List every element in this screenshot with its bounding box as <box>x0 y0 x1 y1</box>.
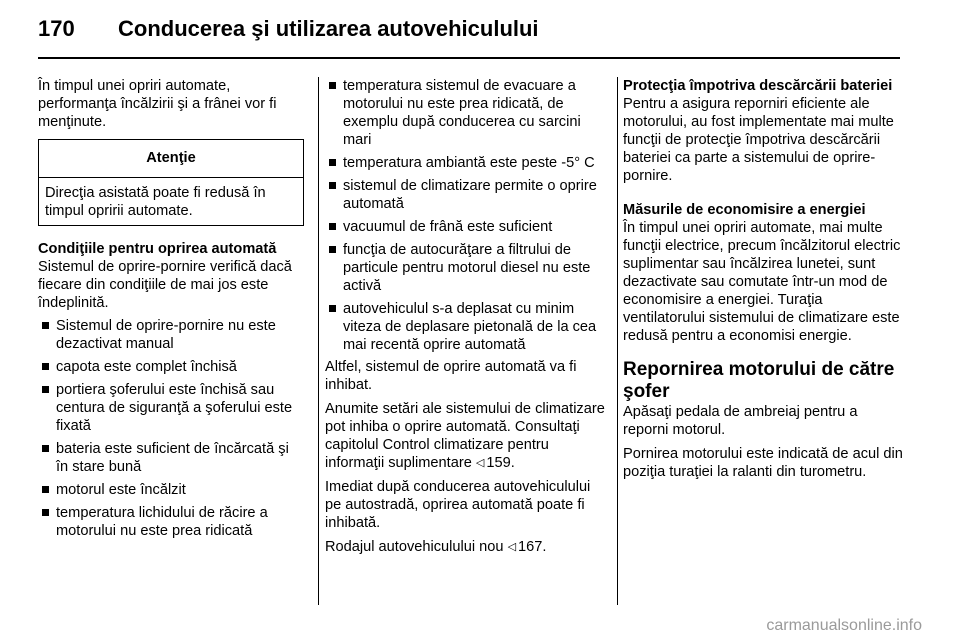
bullet-icon <box>329 305 336 312</box>
page-header <box>38 16 539 42</box>
bullet-icon <box>329 223 336 230</box>
battery-heading: Protecţia împotriva descărcării bateriei <box>623 78 893 94</box>
list-item: capota este complet închisă <box>38 358 304 376</box>
page-reference-arrow-icon: ◁ <box>507 541 517 553</box>
conditions-list-continued <box>325 77 607 354</box>
energy-heading: Măsurile de economisire a energiei <box>623 202 866 218</box>
bullet-icon <box>329 159 336 166</box>
climate-paragraph: Anumite setări ale sistemului de climatizare pot inhiba o oprire automată. Consultaţi capitolul Control climatizare pentru informaţii suplimentare ◁ 159. <box>325 401 605 471</box>
page-reference-arrow-icon: ◁ <box>475 457 485 469</box>
column-divider <box>617 77 618 605</box>
bullet-icon <box>42 386 49 393</box>
list-item: temperatura lichidului de răcire a motorului nu este prea ridicată <box>38 504 304 540</box>
warning-title: Atenţie <box>39 140 303 178</box>
page-reference-link[interactable]: 159. <box>486 455 515 471</box>
page-number: 170 <box>38 16 75 41</box>
bullet-icon <box>42 486 49 493</box>
highway-paragraph: Imediat după conducerea autovehiculului pe autostradă, oprirea automată poate fi inhibată. <box>325 479 591 531</box>
list-item: portiera şoferului este închisă sau centura de siguranţă a şoferului este fixată <box>38 381 304 435</box>
bullet-icon <box>329 246 336 253</box>
list-item: sistemul de climatizare permite o oprire automată <box>325 177 607 213</box>
restart-paragraph: Apăsaţi pedala de ambreiaj pentru a reporni motorul. <box>623 404 858 438</box>
conditions-intro: Sistemul de oprire-pornire verifică dacă fiecare din condiţiile de mai jos este îndeplinită. <box>38 259 292 311</box>
intro-paragraph: În timpul unei opriri automate, performanţa încălzirii şi a frânei vor fi menţinute. <box>38 78 277 130</box>
list-item: motorul este încălzit <box>38 481 304 499</box>
bullet-icon <box>42 363 49 370</box>
restart-indication-paragraph: Pornirea motorului este indicată de acul din poziţia turaţiei la ralanti din turometru. <box>623 446 903 480</box>
inhibited-paragraph: Altfel, sistemul de oprire automată va fi inhibat. <box>325 359 577 393</box>
bullet-icon <box>329 182 336 189</box>
column-left <box>38 77 304 544</box>
warning-box <box>38 139 304 226</box>
list-item: temperatura ambiantă este peste -5° C <box>325 154 607 172</box>
header-rule <box>38 57 900 59</box>
warning-text: Direcţia asistată poate fi redusă în timpul opririi automate. <box>45 185 266 219</box>
column-divider <box>318 77 319 605</box>
page-reference-link[interactable]: 167. <box>518 539 547 555</box>
conditions-list <box>38 317 304 540</box>
bullet-icon <box>42 509 49 516</box>
list-item: bateria este suficient de încărcată şi în stare bună <box>38 440 304 476</box>
list-item: temperatura sistemul de evacuare a motorului nu este prea ridicată, de exemplu după conducerea cu sarcini mari <box>325 77 607 149</box>
break-in-paragraph: Rodajul autovehiculului nou ◁ 167. <box>325 539 547 555</box>
bullet-icon <box>42 322 49 329</box>
bullet-icon <box>329 82 336 89</box>
chapter-title: Conducerea şi utilizarea autovehiculului <box>118 16 539 41</box>
energy-paragraph: În timpul unei opriri automate, mai multe funcţii electrice, precum încălzitorul electric suplimentar sau încălzirea lunetei, sunt dezactivate sau comutate într-un mod de economisire a energiei. Turaţia ventilatorului sistemului de climatizare este redusă pentru a economisi energie. <box>623 220 901 344</box>
list-item: vacuumul de frână este suficient <box>325 218 607 236</box>
watermark: carmanualsonline.info <box>766 617 922 634</box>
bullet-icon <box>42 445 49 452</box>
section-title: Repornirea motorului de către şofer <box>623 359 895 402</box>
list-item: Sistemul de oprire-pornire nu este dezactivat manual <box>38 317 304 353</box>
column-right <box>623 77 905 487</box>
conditions-heading: Condiţiile pentru oprirea automată <box>38 241 277 257</box>
list-item: funcţia de autocurăţare a filtrului de particule pentru motorul diesel nu este activă <box>325 241 607 295</box>
column-middle <box>325 77 607 562</box>
battery-paragraph: Pentru a asigura reporniri eficiente ale motorului, au fost implementate mai multe funcţii de protecţie împotriva descărcării bateriei ca parte a sistemului de oprire-pornire. <box>623 96 894 184</box>
list-item: autovehiculul s-a deplasat cu minim viteza de deplasare pietonală de la cea mai recentă oprire automată <box>325 300 607 354</box>
